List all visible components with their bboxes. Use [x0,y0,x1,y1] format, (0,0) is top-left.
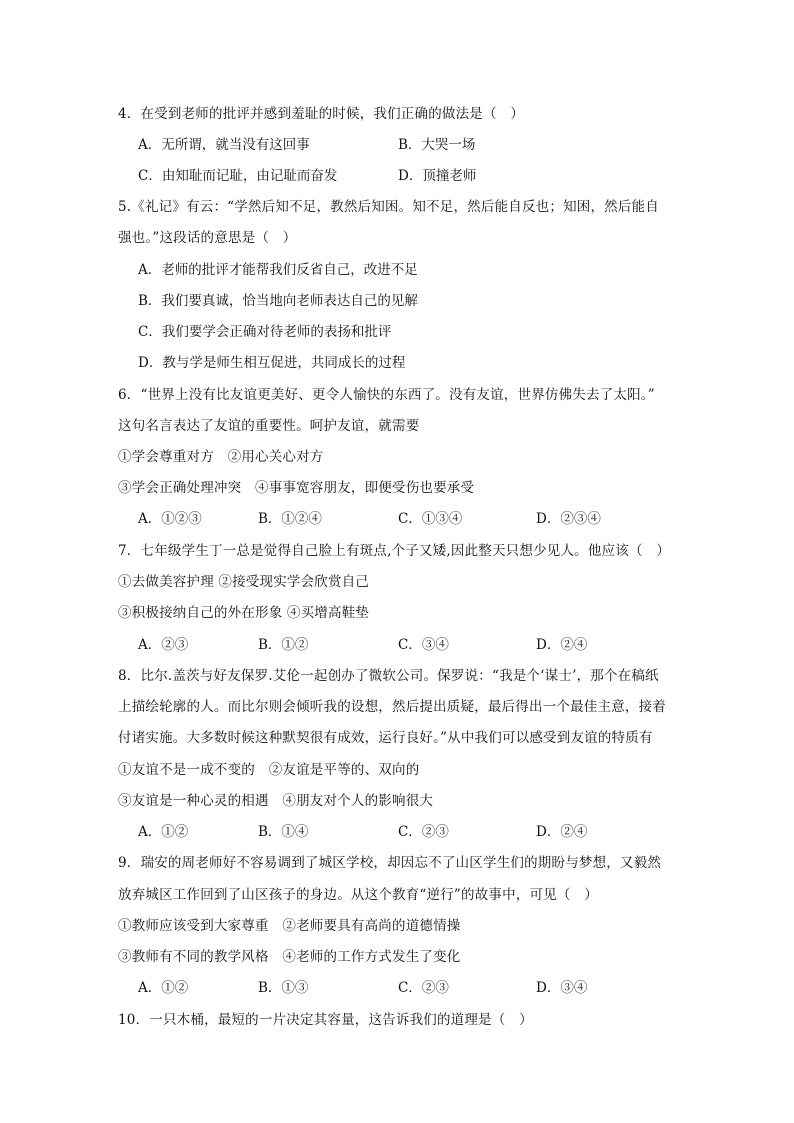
question-7-option-b[interactable]: B．①② [258,637,309,653]
question-6-option-a[interactable]: A．①②③ [138,511,202,527]
question-8-option-b[interactable]: B．①④ [258,824,309,840]
question-7-item-line-1: ①去做美容护理 ②接受现实学会欣赏自己 [118,574,370,590]
question-6-item-line-1: ①学会尊重对方 ②用心关心对方 [118,449,324,465]
question-8-item-line-1: ①友谊不是一成不变的 ②友谊是平等的、双向的 [118,762,420,778]
question-6-stem-line-2: 这句名言表达了友谊的重要性。呵护友谊，就需要 [118,418,420,434]
question-4-option-d[interactable]: D．顶撞老师 [398,168,477,184]
question-7-option-c[interactable]: C．③④ [398,637,449,653]
question-8-option-d[interactable]: D．②④ [536,824,588,840]
question-10-stem: 10．一只木桶，最短的一片决定其容量，这告诉我们的道理是（ ） [118,1012,533,1028]
question-5-stem-line-1: 5.《礼记》有云：“学然后知不足，教然后知困。知不足，然后能自反也；知困，然后能自 [118,199,659,215]
question-6-stem-line-1: 6．“世界上没有比友谊更美好、更令人愉快的东西了。没有友谊，世界仿佛失去了太阳。” [118,387,655,403]
question-9-stem-line-2: 放弃城区工作回到了山区孩子的身边。从这个教育“逆行”的故事中，可见（ ） [118,887,599,903]
question-4-option-b[interactable]: B．大哭一场 [398,137,476,153]
question-9-item-line-1: ①教师应该受到大家尊重 ②老师要具有高尚的道德情操 [118,918,461,934]
question-8-item-line-2: ③友谊是一种心灵的相遇 ④朋友对个人的影响很大 [118,793,434,809]
question-9-stem-line-1: 9．瑞安的周老师好不容易调到了城区学校，却因忘不了山区学生们的期盼与梦想，又毅然 [118,855,662,871]
question-6-option-d[interactable]: D．②③④ [536,511,601,527]
question-9-option-a[interactable]: A．①② [138,980,189,996]
question-4-stem: 4．在受到老师的批评并感到羞耻的时候，我们正确的做法是（ ） [118,106,525,122]
question-4-option-c[interactable]: C．由知耻而记耻，由记耻而奋发 [138,168,338,184]
question-8-option-a[interactable]: A．①② [138,824,189,840]
question-8-stem-line-2: 上描绘轮廓的人。而比尔则会倾听我的设想，然后提出质疑，最后得出一个最佳主意，接着 [118,699,666,715]
question-5-option-c[interactable]: C．我们要学会正确对待老师的表扬和批评 [138,324,392,340]
question-6-option-b[interactable]: B．①②④ [258,511,322,527]
question-9-item-line-2: ③教师有不同的教学风格 ④老师的工作方式发生了变化 [118,949,461,965]
question-7-option-a[interactable]: A．②③ [138,637,189,653]
question-4-option-a[interactable]: A．无所谓，就当没有这回事 [138,137,310,153]
question-6-option-c[interactable]: C．①③④ [398,511,463,527]
question-9-option-d[interactable]: D．③④ [536,980,588,996]
question-6-item-line-2: ③学会正确处理冲突 ④事事宽容朋友，即便受伤也要承受 [118,480,475,496]
question-9-option-c[interactable]: C．②③ [398,980,449,996]
question-5-option-b[interactable]: B．我们要真诚，恰当地向老师表达自己的见解 [138,293,418,309]
question-5-stem-line-2: 强也。”这段话的意思是（ ） [118,230,297,246]
question-7-option-d[interactable]: D．②④ [536,637,588,653]
question-8-option-c[interactable]: C．②③ [398,824,449,840]
question-9-option-b[interactable]: B．①③ [258,980,309,996]
question-5-option-d[interactable]: D．教与学是师生相互促进，共同成长的过程 [138,355,406,371]
question-8-stem-line-3: 付诸实施。大多数时候这种默契很有成效，运行良好。”从中我们可以感受到友谊的特质有 [118,730,653,746]
question-7-stem: 7．七年级学生丁一总是觉得自己脸上有斑点,个子又矮,因此整天只想少见人。他应该（ ） [118,543,671,559]
question-7-item-line-2: ③积极接纳自己的外在形象 ④买增高鞋垫 [118,605,370,621]
question-5-option-a[interactable]: A．老师的批评才能帮我们反省自己，改进不足 [138,262,418,278]
question-8-stem-line-1: 8．比尔.盖茨与好友保罗.艾伦一起创办了微软公司。保罗说：“我是个‘谋士’，那个在稿纸 [118,668,659,684]
